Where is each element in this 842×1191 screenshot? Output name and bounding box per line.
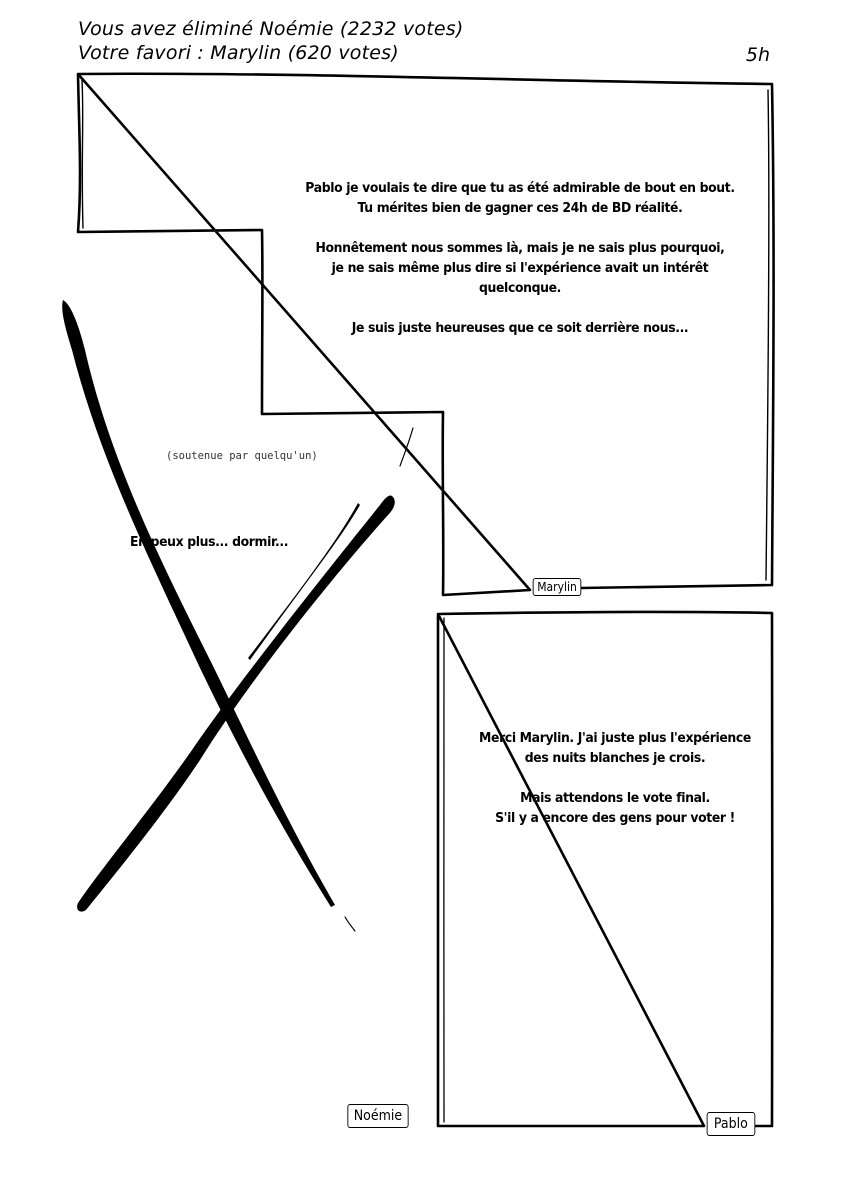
speech-line: Tu mérites bien de gagner ces 24h de BD réalité. (357, 200, 683, 216)
marylin-speech (290, 178, 750, 338)
speech-line: S'il y a encore des gens pour voter ! (495, 810, 735, 826)
speech-line: je ne sais même plus dire si l'expérience avait un intérêt quelconque. (331, 260, 709, 296)
speech-line: Pablo je voulais te dire que tu as été admirable de bout en bout. (305, 180, 735, 196)
eliminated-status: Vous avez éliminé Noémie (2232 votes) (78, 18, 464, 40)
crossed-out-x (62, 300, 395, 912)
name-tag-marylin: Marylin (533, 578, 582, 596)
pablo-panel-border (438, 612, 773, 1126)
speech-line: Je suis juste heureuses que ce soit derrière nous... (351, 320, 689, 336)
speech-line: Honnêtement nous sommes là, mais je ne sais plus pourquoi, (315, 240, 725, 256)
noemie-speech: En peux plus... dormir... (130, 534, 289, 550)
favorite-status: Votre favori : Marylin (620 votes) (78, 42, 399, 64)
name-tag-pablo: Pablo (707, 1112, 755, 1136)
speech-line: Mais attendons le vote final. (520, 790, 710, 806)
name-tag-noemie: Noémie (347, 1104, 408, 1128)
stage-direction: (soutenue par quelqu'un) (166, 450, 318, 462)
pablo-speech (454, 728, 776, 828)
time-label: 5h (745, 44, 770, 66)
speech-line: des nuits blanches je crois. (524, 750, 706, 766)
speech-line: Merci Marylin. J'ai juste plus l'expérience (479, 730, 751, 746)
